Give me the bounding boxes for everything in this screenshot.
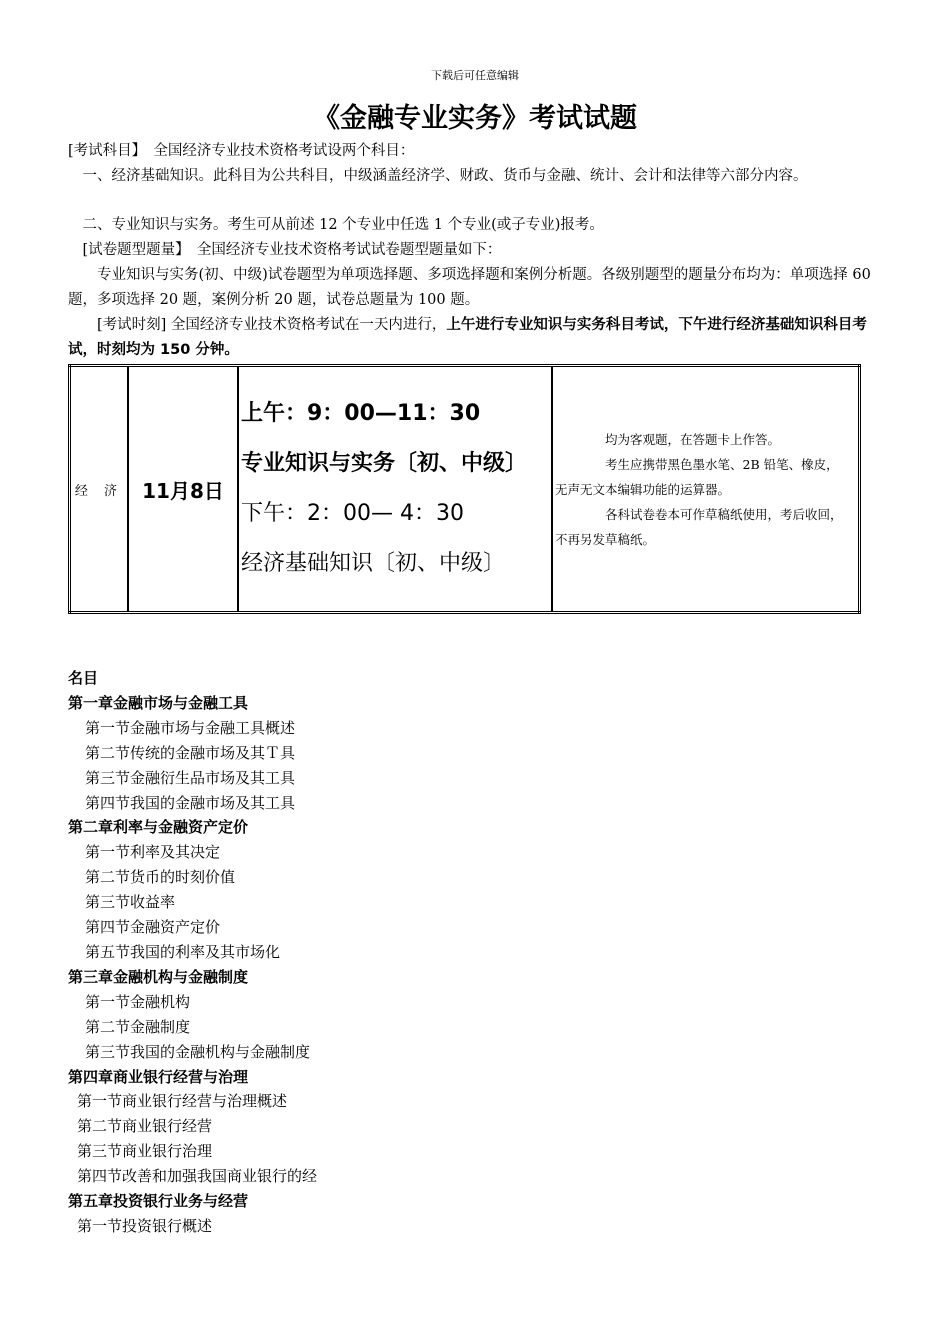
toc-chapter: 第三章金融机构与金融制度 [68, 967, 249, 986]
toc-section: 第三节收益率 [85, 893, 176, 912]
schedule-note: 各科试卷卷本可作草稿纸使用，考后收回，不再另发草稿纸。 [555, 506, 843, 547]
schedule-note: 均为客观题，在答题卡上作答。 [605, 431, 781, 447]
page-title: 《金融专业实务》考试试题 [313, 103, 637, 134]
exam-time-afternoon: 下午进行经济基础知识科目考试，时刻均为 150 分钟。 [68, 317, 867, 358]
toc-section: 第四节改善和加强我国商业银行的经 [77, 1167, 318, 1186]
intro-question-types-heading: [试卷题型题量】 全国经济专业技术资格考试试卷题型题量如下： [68, 242, 502, 258]
toc-section: 第二节商业银行经营 [77, 1117, 213, 1136]
toc-section: 第三节我国的金融机构与金融制度 [85, 1042, 311, 1061]
toc-heading: 名目 [68, 669, 99, 687]
toc-section: 第三节金融衍生品市场及其工具 [85, 768, 296, 787]
toc-section: 第四节金融资产定价 [85, 918, 221, 937]
toc-section: 第二节金融制度 [85, 1017, 191, 1036]
morning-subject: 专业知识与实务〔初、中级〕 [241, 451, 528, 476]
morning-time: 上午：9：00—11：30 [241, 401, 481, 426]
table-of-contents [68, 666, 883, 1239]
schedule-times [238, 366, 552, 613]
schedule-notes [552, 366, 860, 613]
toc-section: 第二节传统的金融市场及其Ｔ具 [85, 743, 296, 762]
schedule-date: 11月8日 [128, 366, 238, 613]
toc-section: 第四节我国的金融市场及其工具 [85, 793, 296, 812]
toc-chapter: 第四章商业银行经营与治理 [68, 1067, 249, 1086]
toc-chapter: 第二章利率与金融资产定价 [68, 818, 249, 837]
intro-exam-time [68, 313, 883, 363]
toc-section: 第一节利率及其决定 [85, 843, 221, 862]
toc-section: 第一节投资银行概述 [77, 1216, 213, 1235]
header-note: 下载后可任意编辑 [431, 69, 519, 82]
toc-section: 第三节商业银行治理 [77, 1142, 213, 1161]
exam-time-text: [考试时刻] 全国经济专业技术资格考试在一天内进行， [68, 317, 447, 333]
toc-section: 第一节金融机构 [85, 992, 191, 1011]
toc-section: 第一节商业银行经营与治理概述 [77, 1092, 288, 1111]
toc-section: 第二节货币的时刻价值 [85, 868, 236, 887]
intro-economic-basics: 一、经济基础知识。此科目为公共科目，中级涵盖经济学、财政、货币与金融、统计、会计和法律等六部分内容。 [68, 168, 808, 184]
afternoon-subject: 经济基础知识〔初、中级〕 [241, 551, 506, 576]
afternoon-time: 下午：2：00— 4：30 [241, 501, 464, 526]
intro-question-types: 专业知识与实务(初、中级)试卷题型为单项选择题、多项选择题和案例分析题。各级别题型的题量分布均为：单项选择 60 题，多项选择 20 题，案例分析 20 题，试卷总题量为 100 题。 [68, 267, 871, 308]
schedule-note: 考生应携带黑色墨水笔、2B 铅笔、橡皮，无声无文本编辑功能的运算器。 [555, 456, 839, 497]
intro-exam-subjects: [考试科目】 全国经济专业技术资格考试设两个科目： [68, 143, 415, 159]
toc-section: 第五节我国的利率及其市场化 [85, 942, 281, 961]
schedule-category: 经 济 [70, 366, 129, 613]
exam-time-morning: 上午进行专业知识与实务科目考试， [446, 317, 679, 333]
intro-professional-practice: 二、专业知识与实务。考生可从前述 12 个专业中任选 1 个专业(或子专业)报考。 [68, 217, 604, 233]
toc-section: 第一节金融市场与金融工具概述 [85, 718, 296, 737]
toc-chapter: 第五章投资银行业务与经营 [68, 1192, 249, 1211]
table-row [70, 366, 860, 613]
toc-chapter: 第一章金融市场与金融工具 [68, 693, 249, 712]
exam-schedule-table [68, 364, 861, 614]
